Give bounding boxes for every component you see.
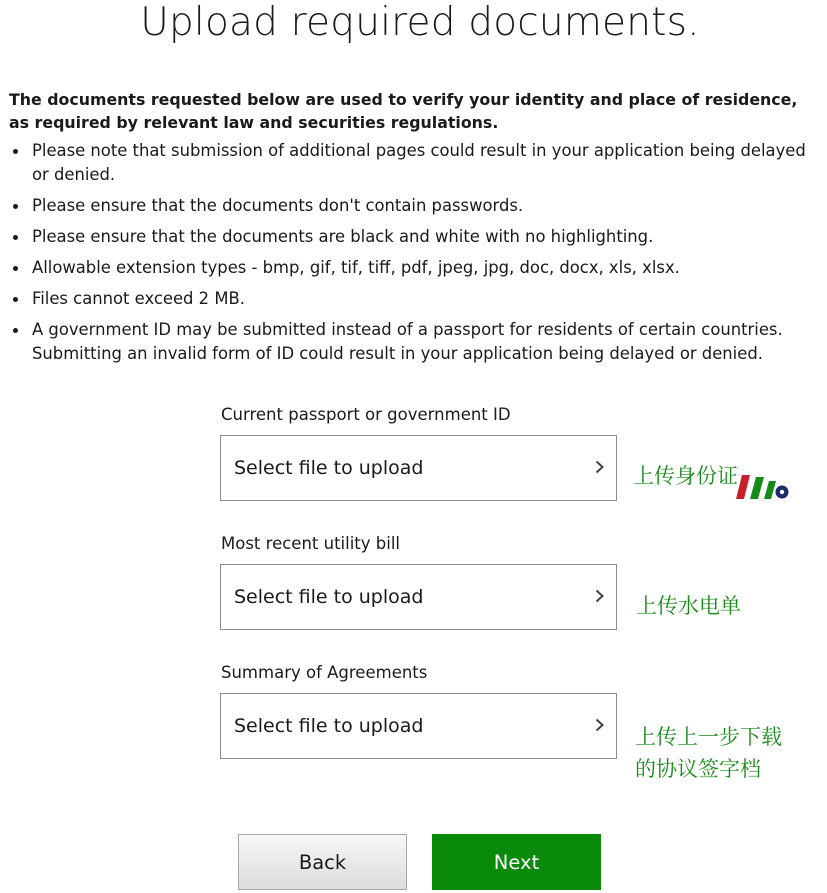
bullet-icon [13, 204, 18, 209]
logo-icon [734, 473, 790, 501]
instructions [9, 88, 814, 373]
upload-button-label: Select file to upload [234, 715, 424, 737]
utility-bill-note: 上传水电单 [636, 594, 741, 618]
agreements-note [635, 721, 782, 785]
chevron-right-icon [595, 460, 604, 474]
chevron-right-icon [595, 589, 604, 603]
instruction-item: A government ID may be submitted instead of a passport for residents of certain countries. Submitting an invalid form of ID could result in your application being delayed or denied. [9, 318, 814, 366]
passport-upload-button[interactable] [220, 435, 617, 501]
instruction-item: Please ensure that the documents don't contain passwords. [9, 194, 814, 218]
passport-note: 上传身份证 [633, 464, 738, 488]
bullet-icon [13, 297, 18, 302]
upload-button-label: Select file to upload [234, 586, 424, 608]
instruction-item: Please note that submission of additional pages could result in your application being delayed or denied. [9, 139, 814, 187]
bullet-icon [13, 328, 18, 333]
upload-button-label: Select file to upload [234, 457, 424, 479]
chevron-right-icon [595, 718, 604, 732]
instructions-list [9, 139, 814, 366]
passport-upload-label: Current passport or government ID [221, 405, 511, 424]
utility-bill-upload-button[interactable] [220, 564, 617, 630]
instructions-lead: The documents requested below are used to verify your identity and place of residence, as required by relevant law and securities regulations. [9, 90, 798, 132]
agreements-upload-label: Summary of Agreements [221, 663, 428, 682]
utility-bill-upload-label: Most recent utility bill [221, 534, 400, 553]
instruction-item: Files cannot exceed 2 MB. [9, 287, 814, 311]
bullet-icon [13, 149, 18, 154]
agreements-note-line: 的协议签字档 [635, 757, 761, 781]
page-title: Upload required documents. [140, 0, 700, 45]
back-button[interactable]: Back [238, 834, 407, 890]
agreements-upload-button[interactable] [220, 693, 617, 759]
next-button[interactable]: Next [432, 834, 601, 890]
instruction-item: Please ensure that the documents are black and white with no highlighting. [9, 225, 814, 249]
bullet-icon [13, 266, 18, 271]
agreements-note-line: 上传上一步下载 [635, 725, 782, 749]
instruction-item: Allowable extension types - bmp, gif, tif, tiff, pdf, jpeg, jpg, doc, docx, xls, xlsx. [9, 256, 814, 280]
bullet-icon [13, 235, 18, 240]
